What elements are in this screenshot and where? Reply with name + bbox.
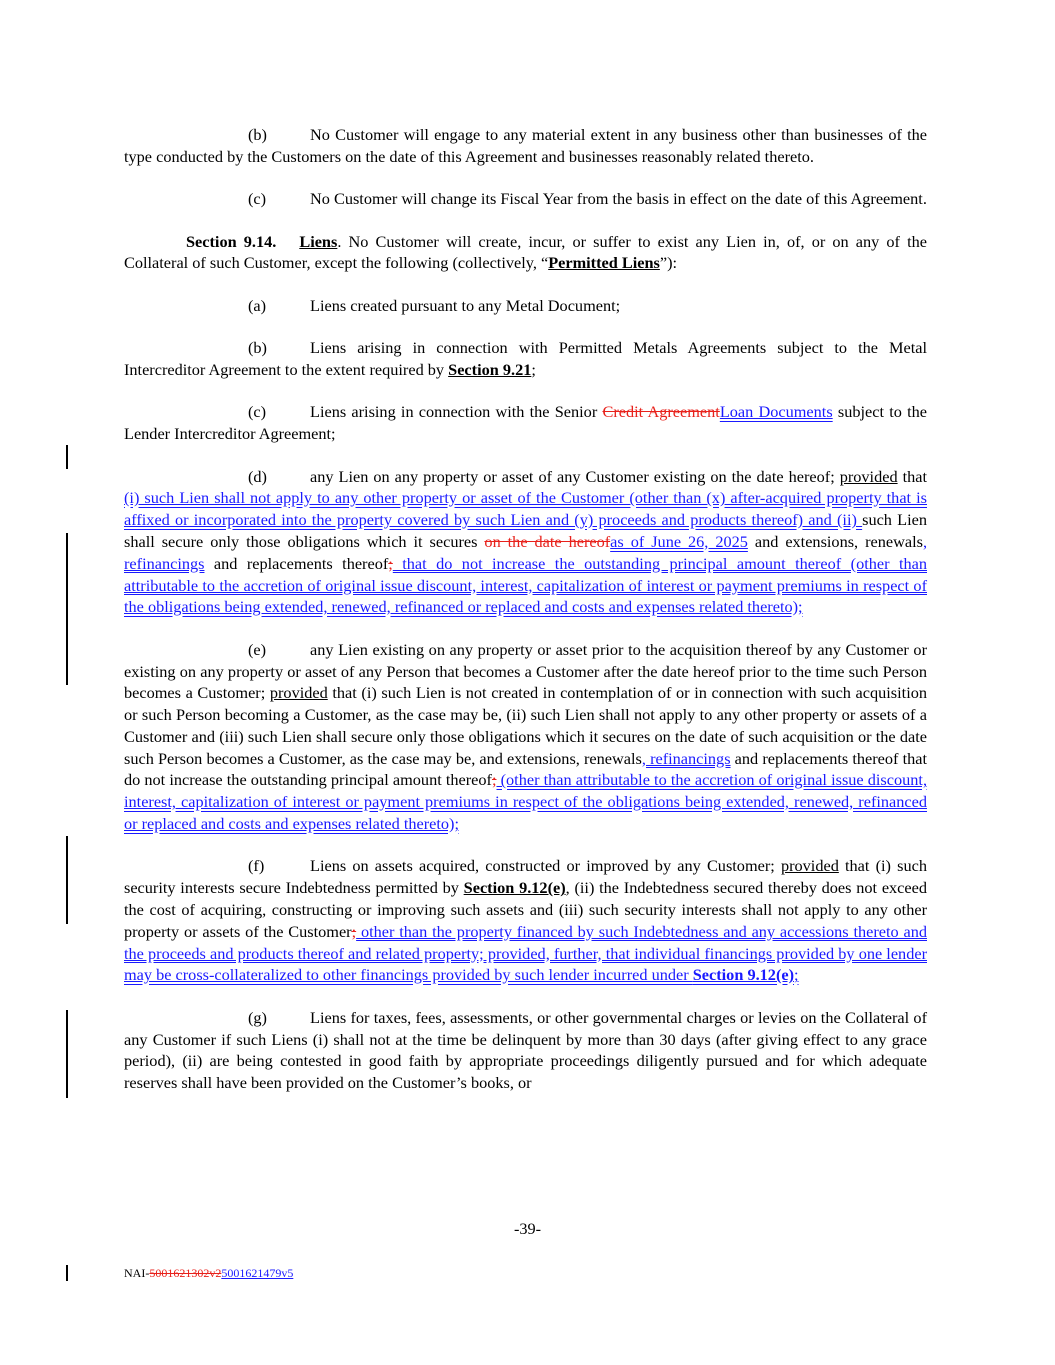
lien-c: (c) Liens arising in connection with the Senior Credit AgreementLoan Documents subject to the Lender Intercreditor Agreement; <box>124 402 928 444</box>
change-bar <box>66 445 68 469</box>
page-number: -39- <box>513 1219 542 1238</box>
paragraph-b: (b) No Customer will engage to any material extent in any business other than businesses of the type conducted by the Customers on the date of this Agreement and businesses reasonably related thereto. <box>124 125 927 166</box>
lien-g: (g) Liens for taxes, fees, assessments, or other governmental charges or levies on the Collateral of any Customer if such Liens (i) shall not at the time be delinquent by more than 30 days (after giving effect to any grace period), (ii) are being contested in good faith by appropriate proceedings diligently pursued and for which adequate reserves shall have been provided on the Customer’s books, or <box>124 1007 927 1093</box>
section-number: Section 9.14. <box>186 231 277 251</box>
deleted-text: on the date hereof <box>484 531 611 551</box>
change-bar <box>66 1010 68 1098</box>
lien-b: (b) Liens arising in connection with Permitted Metals Agreements subject to the Metal Intercreditor Agreement to the extent required by Section 9.21; <box>124 338 927 379</box>
inserted-text: , refinancings <box>641 748 731 768</box>
document-page <box>124 124 927 1094</box>
inserted-text: Loan Documents <box>719 402 833 422</box>
lien-a: (a) Liens created pursuant to any Metal Document; <box>248 295 621 315</box>
defined-term: Permitted Liens <box>548 253 660 273</box>
deleted-text: ; <box>351 921 357 941</box>
paragraph-c: (c) No Customer will change its Fiscal Year from the basis in effect on the date of this Agreement. <box>248 189 927 209</box>
section-9-14: Section 9.14. Liens. No Customer will create, incur, or suffer to exist any Lien in, of, or on any of the Collateral of such Customer, except the following (collectively, “Permitted Liens”): <box>124 231 927 273</box>
change-bar <box>66 1265 68 1281</box>
lien-f: (f) Liens on assets acquired, constructed or improved by any Customer; provided that (i) such security interests secure Indebtedness permitted by Section 9.12(e), (ii) the Indebtedness secured thereby does not exceed the cost of acquiring, constructing or improving such assets and (iii) such security interests shall not apply to any other property or assets of the Customer; other than the property financed by such Indebtedness and any accessions thereto and the proceeds and products thereof and related property; provided, further, that individual financings provided by one lender may be cross-collateralized to other financings provided by such lender incurred under Section 9.12(e); <box>124 856 928 985</box>
lien-e: (e) any Lien existing on any property or asset prior to the acquisition thereof by any Customer or existing on any property or asset of any Person that becomes a Customer after the date hereof prior to the time such Person becomes a Customer; provided that (i) such Lien is not created in contemplation of or in connection with such acquisition or such Person becoming a Customer, as the case may be, (ii) such Lien shall not apply to any other property or assets of a Customer and (iii) such Lien shall secure only those obligations which it secures on the date of such acquisition or the date such Person becomes a Customer, as the case may be, and extensions, renewals, refinancings and replacements thereof that do not increase the outstanding principal amount thereof; (other than attributable to the accretion of original issue discount, interest, capitalization of interest or payment premiums in respect of the obligations being extended, renewed, refinanced or replaced and costs and expenses related thereto); <box>124 639 928 834</box>
inserted-doc-id: 5001621479v5 <box>221 1266 294 1280</box>
deleted-doc-id: 5001621302v2 <box>149 1266 222 1280</box>
inserted-section-ref: Section 9.12(e) <box>692 965 795 985</box>
inserted-text: that do not increase the outstanding principal amount thereof (other than attributable to the accretion of original issue discount, interest, capitalization of interest or payment premiums in respect of the obligations being extended, renewed, refinanced or replaced and costs and expenses related thereto); <box>124 553 927 617</box>
change-bar <box>66 533 68 685</box>
inserted-text: (i) such Lien shall not apply to any other property or asset of the Customer (other than (x) after-acquired property that is affixed or incorporated into the property covered by such Lien and (y) proceeds and products thereof) and (ii) <box>124 488 927 530</box>
inserted-text: ; <box>794 965 799 985</box>
inserted-text: , refinancings <box>124 531 928 573</box>
deleted-text: ; <box>388 553 393 573</box>
inserted-text: other than the property financed by such Indebtedness and any accessions thereto and the proceeds and products thereof and related property; provided, further, that individual financings provided by one lender may be cross-collateralized to other financings provided by such lender incurred under <box>124 921 927 985</box>
section-ref: Section 9.12(e) <box>463 878 566 898</box>
lien-d: (d) any Lien on any property or asset of any Customer existing on the date hereof; provided that (i) such Lien shall not apply to any other property or asset of the Customer (other than (x) after-acquired property that is affixed or incorporated into the property covered by such Lien and (y) proceeds and products thereof) and (ii) such Lien shall secure only those obligations which it secures on the date hereofas of June 26, 2025 and extensions, renewals, refinancings and replacements thereof; that do not increase the outstanding principal amount thereof (other than attributable to the accretion of original issue discount, interest, capitalization of interest or payment premiums in respect of the obligations being extended, renewed, refinanced or replaced and costs and expenses related thereto); <box>124 466 928 617</box>
deleted-text: ; <box>491 770 497 790</box>
document-footer: NAI-5001621302v25001621479v5 <box>124 1266 294 1280</box>
section-ref: Section 9.21 <box>448 359 532 379</box>
change-bar <box>66 836 68 924</box>
inserted-text: (other than attributable to the accretion of original issue discount, interest, capitalization of interest or payment premiums in respect of the obligations being extended, renewed, refinanced or replaced and costs and expenses related thereto); <box>124 770 928 834</box>
section-title: Liens <box>299 231 338 251</box>
deleted-text: Credit Agreement <box>602 402 720 422</box>
inserted-text: as of June 26, 2025 <box>610 531 748 551</box>
